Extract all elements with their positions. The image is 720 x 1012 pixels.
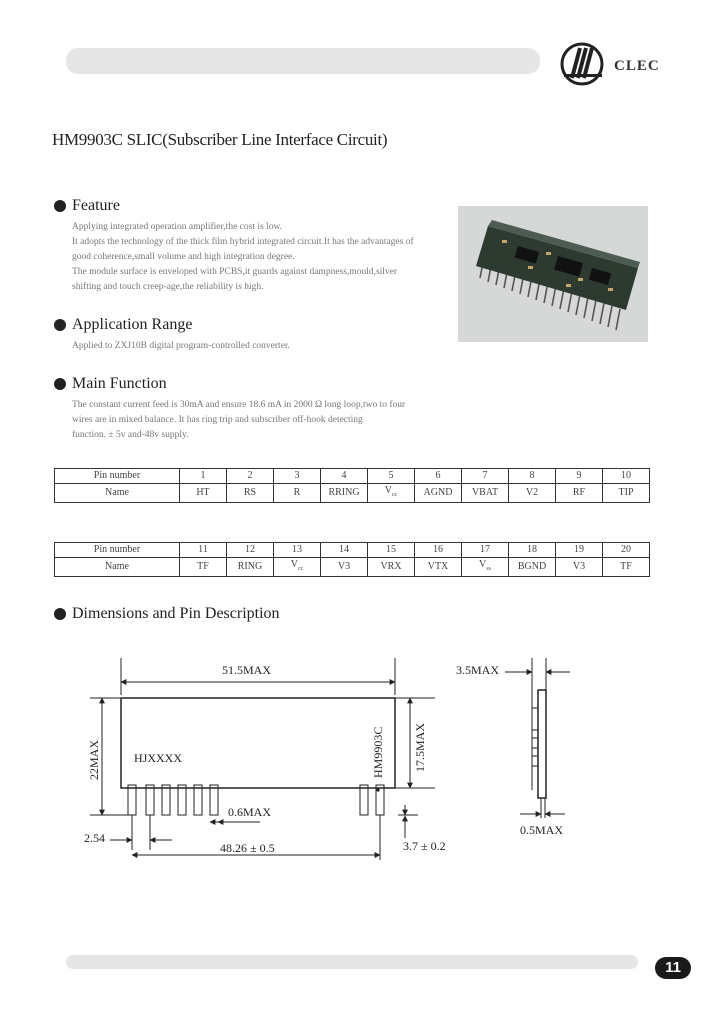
- pin-name: V: [479, 559, 487, 570]
- main-function-heading-text: Main Function: [72, 375, 167, 392]
- pin-name: VRX: [380, 561, 402, 572]
- row-label: Pin number: [55, 543, 180, 558]
- main-function-line: function. ± 5v and-48v supply.: [72, 430, 189, 440]
- pin-number-cell: 4: [321, 469, 368, 484]
- logo-text: CLEC: [614, 58, 660, 74]
- pin-number-row: [55, 543, 650, 558]
- main-function-line: The constant current feed is 30mA and ensure 18.6 mA in 2000 Ω long loop,two to four: [72, 400, 406, 410]
- pin-number-cell: 12: [227, 543, 274, 558]
- pin-name-cell: [462, 558, 509, 577]
- pin-name-row: [55, 484, 650, 503]
- dimension-drawing: [60, 640, 620, 860]
- pin-name-cell: [509, 558, 556, 577]
- pin-name-cell: [227, 558, 274, 577]
- pin-name-subscript: ss: [486, 566, 491, 572]
- pin-number-cell: 16: [415, 543, 462, 558]
- dimensions-heading: [54, 605, 280, 623]
- pin-name-cell: [180, 558, 227, 577]
- pin-number-row: [55, 469, 650, 484]
- pin-name: V3: [337, 561, 351, 572]
- dim-pin-width-label: 0.6MAX: [228, 805, 272, 819]
- pin-number-cell: 1: [180, 469, 227, 484]
- pin-name-cell: [180, 484, 227, 503]
- pin-name: TIP: [618, 487, 634, 498]
- pin-number-cell: 7: [462, 469, 509, 484]
- pin-number-cell: 5: [368, 469, 415, 484]
- pin-name: R: [293, 487, 301, 498]
- module-photo-illustration: [458, 206, 648, 342]
- pin-number-cell: 17: [462, 543, 509, 558]
- dim-height-label: 22MAX: [87, 739, 101, 780]
- dim-span-label: 48.26 ± 0.5: [220, 841, 275, 855]
- pin-number-cell: 19: [556, 543, 603, 558]
- pin-table-1: [54, 468, 650, 503]
- header-bar: [66, 48, 540, 74]
- pin-name-subscript: cc: [391, 492, 398, 498]
- pin-name: RRING: [328, 487, 360, 498]
- pin-number-cell: 14: [321, 543, 368, 558]
- pin-name-cell: [556, 558, 603, 577]
- pin-name: RS: [243, 487, 257, 498]
- pin-name-cell: [415, 558, 462, 577]
- feature-line: good coherence,small volume and high integration degree.: [72, 252, 295, 262]
- pin-number-cell: 8: [509, 469, 556, 484]
- row-label: Name: [55, 484, 180, 503]
- pin-number-cell: 3: [274, 469, 321, 484]
- pin-number-cell: 15: [368, 543, 415, 558]
- feature-line: The module surface is enveloped with PCBS,it guards against dampness,mould,silver: [72, 267, 398, 277]
- pin-name: AGND: [423, 487, 453, 498]
- pin-number-cell: 11: [180, 543, 227, 558]
- pin-name-cell: [415, 484, 462, 503]
- pin-name-cell: [321, 558, 368, 577]
- pin-number-cell: 13: [274, 543, 321, 558]
- pin-name-cell: [603, 558, 650, 577]
- page-number: 11: [655, 957, 691, 979]
- main-function-line: wires are in mixed balance. It has ring trip and subscriber off-hook detecting: [72, 415, 363, 425]
- pin1-dot-icon: [376, 788, 379, 791]
- feature-line: shifting and touch creep-age,the reliability is high.: [72, 282, 264, 292]
- row-label: Name: [55, 558, 180, 577]
- pin-name: V2: [525, 487, 539, 498]
- pin-name: V: [290, 559, 298, 570]
- dim-thickness-label: 3.5MAX: [456, 663, 500, 677]
- bullet-icon: [54, 200, 66, 212]
- pin-name-cell: [274, 558, 321, 577]
- dim-body-height-label: 17.5MAX: [413, 722, 427, 772]
- pin-name-cell: [509, 484, 556, 503]
- bullet-icon: [54, 608, 66, 620]
- bullet-icon: [54, 319, 66, 331]
- main-function-text: [72, 398, 442, 443]
- pin-name-cell: [368, 484, 415, 503]
- main-function-heading: [54, 375, 167, 393]
- pin-number-cell: 18: [509, 543, 556, 558]
- application-heading-text: Application Range: [72, 316, 193, 333]
- pin-name: TF: [197, 561, 209, 572]
- pin-name-cell: [321, 484, 368, 503]
- pin-table-2: [54, 542, 650, 577]
- dimensions-heading-text: Dimensions and Pin Description: [72, 605, 280, 622]
- marking-label: HJXXXX: [134, 751, 182, 765]
- feature-heading: [54, 197, 120, 215]
- pin-name-cell: [274, 484, 321, 503]
- pin-name: VBAT: [471, 487, 499, 498]
- pin-number-cell: 10: [603, 469, 650, 484]
- dim-lead-thickness-label: 0.5MAX: [520, 823, 564, 837]
- feature-line: It adopts the technology of the thick film hybrid integrated circuit.It has the advantages of: [72, 237, 414, 247]
- application-text: [72, 339, 442, 354]
- pin-number-cell: 2: [227, 469, 274, 484]
- part-label: HM9903C: [371, 726, 385, 778]
- pin-name-cell: [227, 484, 274, 503]
- pin-number-cell: 6: [415, 469, 462, 484]
- pin-name: TF: [620, 561, 632, 572]
- pin-name: V3: [572, 561, 586, 572]
- feature-heading-text: Feature: [72, 197, 120, 214]
- pin-name-cell: [603, 484, 650, 503]
- footer-bar: [66, 955, 638, 969]
- feature-line: Applying integrated operation amplifier,the cost is low.: [72, 222, 283, 232]
- dim-pitch-label: 2.54: [84, 831, 105, 845]
- application-line: Applied to ZXJ10B digital program-controlled converter.: [72, 341, 290, 351]
- pin-name: V: [384, 485, 392, 496]
- feature-text: [72, 220, 442, 295]
- application-heading: [54, 316, 192, 334]
- page-title: HM9903C SLIC(Subscriber Line Interface Circuit): [52, 130, 388, 149]
- pin-name: HT: [196, 487, 210, 498]
- pin-name-cell: [368, 558, 415, 577]
- row-label: Pin number: [55, 469, 180, 484]
- bullet-icon: [54, 378, 66, 390]
- pin-number-cell: 20: [603, 543, 650, 558]
- dim-pin-length-label: 3.7 ± 0.2: [403, 839, 446, 853]
- pin-number-cell: 9: [556, 469, 603, 484]
- pin-name: BGND: [517, 561, 547, 572]
- module-photo: [458, 206, 648, 342]
- pin-name-cell: [556, 484, 603, 503]
- dim-width-label: 51.5MAX: [222, 663, 272, 677]
- pin-name-row: [55, 558, 650, 577]
- pin-name-cell: [462, 484, 509, 503]
- pin-name: VTX: [427, 561, 449, 572]
- pin-name-subscript: cc: [297, 566, 304, 572]
- pin-name: RING: [237, 561, 263, 572]
- pin-name: RF: [572, 487, 586, 498]
